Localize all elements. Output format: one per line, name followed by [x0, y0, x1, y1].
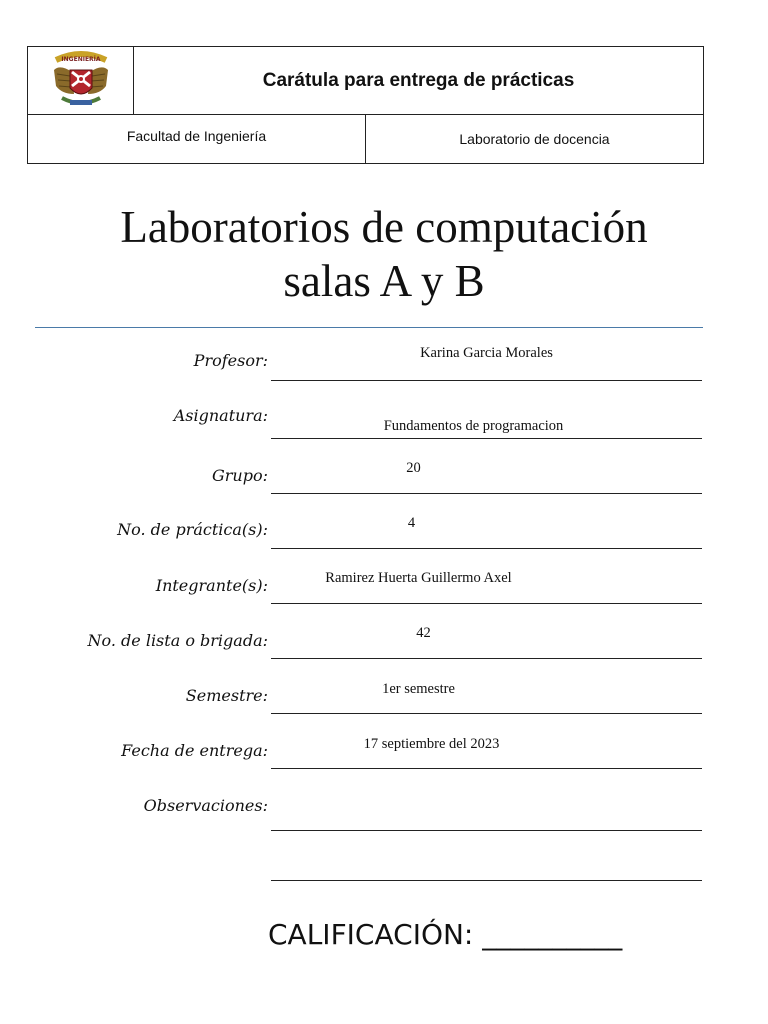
asignatura-label: Asignatura: — [173, 406, 268, 425]
semestre-line — [271, 713, 702, 714]
grupo-label: Grupo: — [212, 466, 268, 485]
lab-name: Laboratorio de docencia — [459, 131, 610, 147]
grade-label: CALIFICACIÓN: __________ — [268, 918, 623, 951]
fecha-value: 17 septiembre del 2023 — [363, 736, 500, 752]
main-title — [0, 200, 768, 308]
main-title-line2: salas A y B — [283, 256, 485, 306]
main-title-line1: Laboratorios de computación — [120, 202, 648, 252]
lista-value: 42 — [416, 625, 431, 641]
lista-line — [271, 658, 702, 659]
integrantes-line — [271, 603, 702, 604]
lista-label: No. de lista o brigada: — [87, 631, 268, 650]
profesor-value: Karina Garcia Morales — [420, 345, 553, 361]
logo-text: INGENIERÍA — [60, 55, 101, 63]
asignatura-value: Fundamentos de programacion — [383, 418, 564, 434]
header-table — [27, 46, 704, 164]
practica-label: No. de práctica(s): — [117, 520, 268, 539]
observaciones-line-2 — [271, 880, 702, 881]
fecha-label: Fecha de entrega: — [121, 741, 268, 760]
semestre-label: Semestre: — [185, 686, 268, 705]
observaciones-line-1 — [271, 830, 702, 831]
asignatura-line — [271, 438, 702, 439]
title-rule — [35, 327, 703, 328]
practica-line — [271, 548, 702, 549]
faculty-seal-logo — [50, 50, 112, 112]
integrantes-label: Integrante(s): — [155, 576, 268, 595]
document-title: Carátula para entrega de prácticas — [262, 69, 575, 91]
grupo-line — [271, 493, 702, 494]
integrantes-value: Ramirez Huerta Guillermo Axel — [325, 570, 512, 586]
practica-value: 4 — [407, 515, 416, 531]
observaciones-label: Observaciones: — [143, 796, 268, 815]
profesor-line — [271, 380, 702, 381]
faculty-name: Facultad de Ingeniería — [28, 115, 366, 163]
semestre-value: 1er semestre — [382, 681, 455, 697]
fecha-line — [271, 768, 702, 769]
grupo-value: 20 — [406, 460, 421, 476]
logo-cell — [28, 47, 134, 114]
profesor-label: Profesor: — [193, 351, 268, 370]
